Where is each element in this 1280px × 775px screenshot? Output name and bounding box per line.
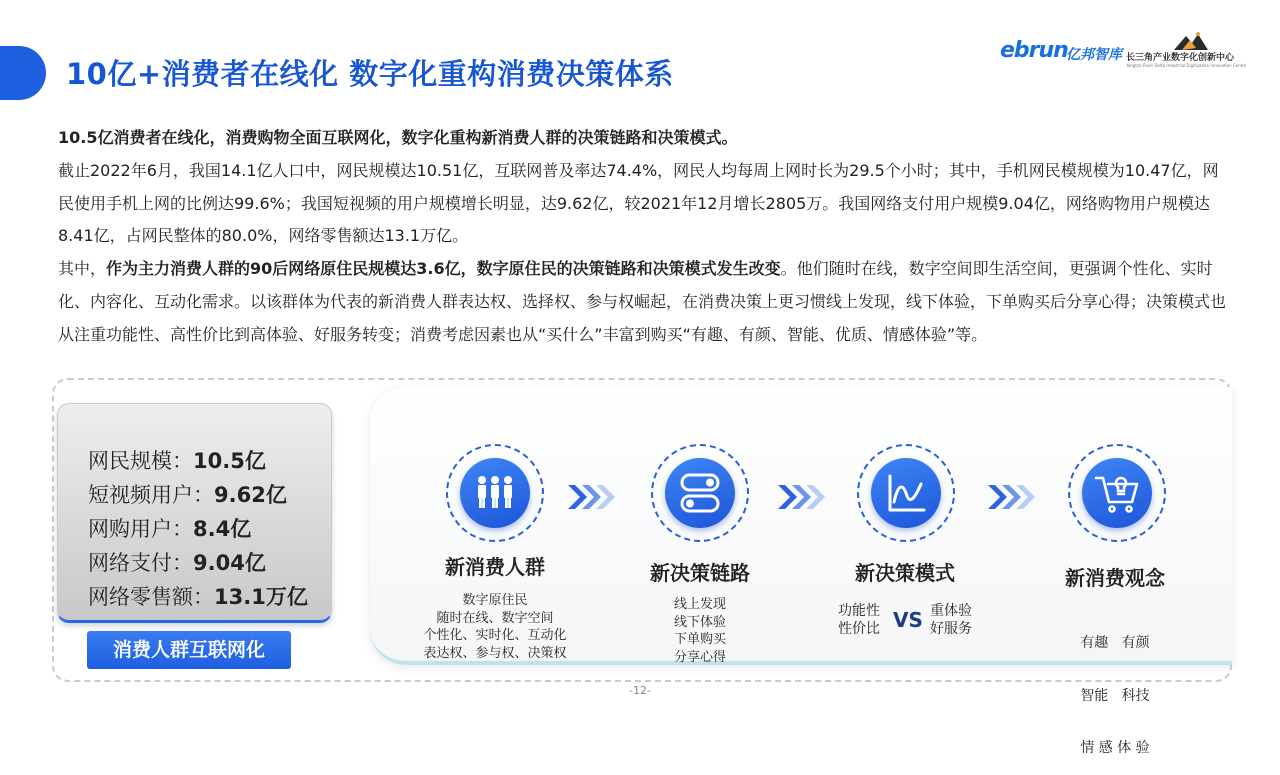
chevrons-icon	[776, 482, 828, 512]
page-number: -12-	[629, 684, 651, 697]
stat-item	[88, 580, 308, 614]
para2-highlight: 作为主力消费人群的90后网络原住民规模达3.6亿，数字原住民的决策链路和决策模式发生改变	[106, 259, 781, 279]
page-title: 10亿+消费者在线化 数字化重构消费决策体系	[66, 57, 674, 91]
step-title-new-decision-path: 新决策链路	[650, 561, 750, 585]
stat-value: 8.4亿	[193, 517, 252, 541]
decision-mode-new: 重体验 好服务	[930, 603, 972, 637]
shopping-cart-icon	[1068, 444, 1166, 542]
people-icon	[446, 444, 544, 542]
stat-value: 9.62亿	[214, 483, 287, 507]
chevrons-icon	[566, 482, 618, 512]
stat-item	[88, 444, 308, 478]
toggle-icon	[651, 444, 749, 542]
stats-list	[88, 444, 308, 614]
stat-item	[88, 512, 308, 546]
versus-label: VS	[893, 608, 923, 632]
stat-label: 短视频用户：	[88, 483, 214, 507]
stat-value: 9.04亿	[193, 551, 266, 575]
step-desc-new-consumers: 数字原住民 随时在线、数字空间 个性化、实时化、互动化 表达权、参与权、决策权	[423, 593, 567, 661]
partner-en-name: Yangtze River Delta Industrial Digitization Innovation Centre	[1126, 63, 1247, 68]
line-chart-icon	[857, 444, 955, 542]
partner-cn-name: 长三角产业数字化创新中心	[1126, 53, 1235, 63]
stats-card	[57, 403, 332, 623]
stat-label: 网购用户：	[88, 517, 193, 541]
body-text	[58, 122, 1228, 352]
partner-logo-icon	[1170, 30, 1210, 52]
stat-label: 网民规模：	[88, 449, 193, 473]
stat-value: 13.1万亿	[214, 585, 308, 609]
para2-prefix: 其中，	[58, 259, 107, 279]
step-title-new-consumption-concept: 新消费观念	[1065, 566, 1165, 590]
paragraph-consumers	[58, 253, 1228, 351]
step-desc-new-consumption-concept: 有趣 有颜 智能 科技 情 感 体 验	[1080, 635, 1150, 756]
stat-value: 10.5亿	[193, 449, 266, 473]
brand-logo	[1000, 30, 1265, 75]
step-desc-new-decision-path: 线上发现 线下体验 下单购买 分享心得	[673, 597, 726, 665]
consumer-internet-badge: 消费人群互联网化	[87, 631, 291, 669]
para2-rest: 。他们随时在线，数字空间即生活空间，更强调个性化、实时化、内容化、互动化需求。以该群体为代表的新消费人群表达权、选择权、参与权崛起，在消费决策上更习惯线上发现，线下体验，下单购买后分享心得；决策模式也从注重功能性、高性价比到高体验、好服务转变；消费考虑因素也从“买什么”丰富到购买“有趣、有颜、智能、优质、情感体验”等。	[58, 259, 1227, 344]
chevrons-icon	[986, 482, 1038, 512]
title-accent-tab	[0, 46, 46, 100]
step-title-new-decision-mode: 新决策模式	[855, 561, 955, 585]
paragraph-stats: 截止2022年6月，我国14.1亿人口中，网民规模达10.51亿，互联网普及率达74.4%，网民人均每周上网时长为29.5个小时；其中，手机网民模规模为10.47亿，网民使用手机上网的比例达99.6%；我国短视频的用户规模增长明显，达9.62亿，较2021年12月增长2805万。我国网络支付用户规模9.04亿，网络购物用户规模达8.41亿，占网民整体的80.0%，网络零售额达13.1万亿。	[58, 160, 1219, 246]
stat-item	[88, 546, 308, 580]
stat-item	[88, 478, 308, 512]
ebrun-cn-name: 亿邦智库	[1066, 47, 1122, 63]
ebrun-wordmark: ebrun	[1000, 38, 1068, 63]
stat-label: 网络支付：	[88, 551, 193, 575]
decision-mode-old: 功能性 性价比	[838, 603, 880, 637]
step-title-new-consumers: 新消费人群	[445, 555, 545, 579]
stat-label: 网络零售额：	[88, 585, 214, 609]
lead-sentence: 10.5亿消费者在线化，消费购物全面互联网化，数字化重构新消费人群的决策链路和决策模式。	[58, 128, 738, 147]
